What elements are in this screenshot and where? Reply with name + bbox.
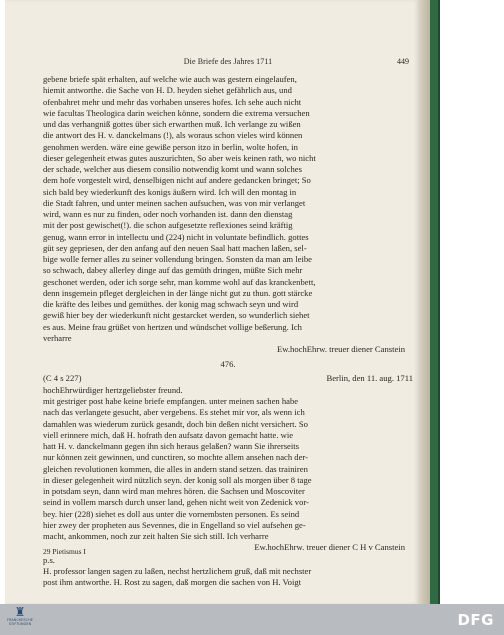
book-cover-edge <box>430 0 438 604</box>
text-line: güt sey gepriesen, der den anfang auf den neuen Saal hatt machen laßen, sel- <box>43 242 307 253</box>
text-line: hochEhrwürdiger hertzgeliebster freund. <box>43 384 183 395</box>
text-line: seind in vollem marsch durch unser land, gehen nicht weit von Zedenick vor- <box>43 497 309 508</box>
text-line: genohmen werden. wäre eine gewiße person itzo in berlin, wolte hofen, in <box>43 141 298 152</box>
book-page <box>5 0 418 604</box>
text-line: der schade, welcher aus diesem consilio notwendig komt und wann solches <box>43 164 302 174</box>
text-line: nach das verlangete gesucht, aber vergebens. Es stehet mir vor, als wenn ich <box>43 407 305 418</box>
text-line: hatt H. v. danckelmann gegen ihn sich heraus gelaßen? wann Sie ihrerseits <box>43 441 299 451</box>
letter-dateline: Berlin, den 11. aug. 1711 <box>326 372 413 383</box>
text-line: Ew.hochEhrw. treuer diener Canstein <box>277 344 405 354</box>
text-line: die Stadt fahren, und unter meinen sachen aufsuchen, was von mir verlanget <box>43 197 306 208</box>
text-line: gebene briefe spät erhalten, auf welche wie auch was gestern eingelaufen, <box>43 74 297 84</box>
text-line: es aus. Meine frau grüßet von hertzen und wündschet vollige beßerung. Ich <box>43 321 302 332</box>
text-line: die kräfte des leibes und gemüthes. der konig mag schwach seyn und wird <box>43 299 299 309</box>
text-line: und das verhangniß gottes über sich erwarthen muß. Ich verlange zu wißen <box>43 119 301 129</box>
text-line: wird, wann es nur zu finden, oder noch vorhanden ist. dann den dienstag <box>43 209 293 219</box>
text-line: denn insgemein pfleget dergleichen in der länge nicht gut zu thun. gott stärcke <box>43 287 313 298</box>
text-line: post ihm antworthe. H. Rost zu sagen, daß morgen die sachen von H. Voigt <box>43 577 302 587</box>
printer-signature-mark: 29 Pietismus I <box>43 547 86 556</box>
text-line: damahlen was wiederum zurück gesandt, doch bin deßen nicht versichert. So <box>43 418 308 429</box>
running-head <box>43 56 413 66</box>
text-line: mit gestriger post habe keine briefe empfangen. unter meinen sachen habe <box>43 396 299 406</box>
text-line: genug, wann error in intellectu und (224) nicht in voluntate befindlich. gottes <box>43 231 309 242</box>
text-line: wie facultas Theologica darin weichen könne, sondern die extrema versuchen <box>43 107 310 118</box>
francke-foundation-logo <box>4 606 36 632</box>
text-line: gleichen revolutionen kommen, die alles in andern stand setzen. das trainiren <box>43 463 308 474</box>
viewer-footer-bar <box>0 604 504 635</box>
text-line: geschonet werden, oder ich sorge sehr, man komme wohl auf das kranckenbett, <box>43 276 316 287</box>
logo-label-line2: STIFTUNGEN <box>8 622 32 626</box>
text-line: p.s. <box>43 554 55 565</box>
text-line: dem hofe vorgestelt wird, denselbigen nicht auf andere gedancken bringet; So <box>43 175 311 186</box>
text-line: viell erinnere mich, daß H. hofrath den aufsatz davon gemacht hatte. wie <box>43 429 294 440</box>
text-line: 476. <box>220 359 236 370</box>
text-line: gewiß hier bey der wiederkunft nicht gestarcket werden, so wunderlich siehet <box>43 310 310 321</box>
text-line: verharre <box>43 332 72 343</box>
text-line: so schwach, dabey allerley dinge auf das gemüth dringen, müßte Sich mehr <box>43 265 303 276</box>
text-line: Ew.hochEhrw. treuer diener C H v Canstein <box>254 542 405 553</box>
page-stack-edge <box>418 0 430 604</box>
text-line: hier zwey der propheten aus Sevennes, die in Engelland so viel aufsehen ge- <box>43 519 306 530</box>
crowned-shield-icon: ♜ <box>14 605 26 619</box>
text-line: dieser gelegenheit etwas gutes auszurichten, So aber weis keinen rath, wo nicht <box>43 152 316 163</box>
text-line: macht, ankommen, noch zur zeit halten Sie sich still. Ich verharre <box>43 531 269 541</box>
text-line <box>43 373 413 384</box>
text-line: bey. hier (228) siehet es doll aus unter die vornembsten personen. Es seind <box>43 508 300 519</box>
text-line: in dieser gelegenheit wird nützlich seyn. der konig soll als morgen über 8 tage <box>43 474 312 485</box>
dfg-logo: DFG <box>457 611 494 629</box>
book-cover-shadow <box>438 0 440 604</box>
text-line: ofenbahret mehr und mehr das vorhaben unseres hofes. Ich sehe auch nicht <box>43 96 302 107</box>
text-line: bige wolle ferner alles zu seiner vollendung bringen. Sonsten da man am leibe <box>43 254 312 264</box>
text-line: die antwort des H. v. danckelmans (!), als woraus schon vieles wird können <box>43 130 303 141</box>
text-line: nur können zeit gewinnen, und cunctiren, so mochte allem ansehen nach der- <box>43 452 308 463</box>
logo-label-line1: FRANCKESCHE <box>6 618 34 622</box>
running-title: Die Briefe des Jahres 1711 <box>183 57 273 66</box>
text-line: mit der post gewischet(!). die schon aufgesetzte reflexiones seind kräftig <box>43 220 293 231</box>
page-number: 449 <box>397 57 409 66</box>
text-line: in potsdam seyn, dann wird man mehres hören. die Sachsen und Moscoviter <box>43 486 305 496</box>
text-line: H. professor langen sagen zu laßen, nechst hertzlichem gruß, daß mit nechster <box>43 565 312 576</box>
archive-reference: (C 4 s 227) <box>43 372 82 383</box>
text-line: sich bald bey wiederkunft des konigs äußern wird. Ich will den montag in <box>43 186 297 197</box>
text-line: hiemit antworthe. die Sache von H. D. heyden siehet gefährlich aus, und <box>43 85 292 96</box>
